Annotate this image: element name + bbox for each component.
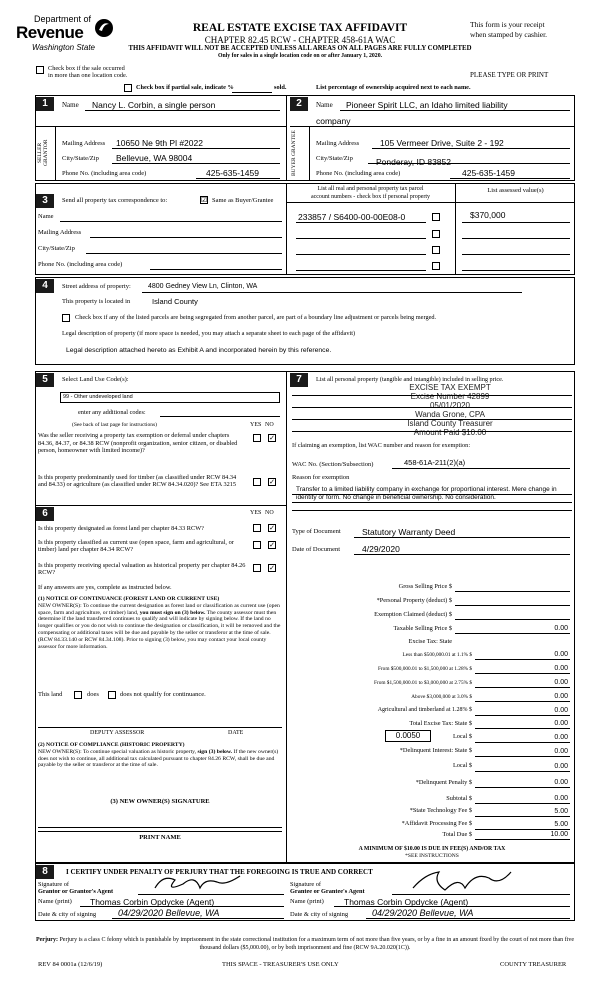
located-in-field[interactable]: Island County: [152, 297, 198, 306]
tech-fee-label: *State Technology Fee $: [409, 807, 472, 814]
grantor-sig-label: Signature of Grantor or Grantor's Agent: [38, 881, 114, 895]
s5-q2-no-checkbox[interactable]: ✓: [269, 478, 275, 486]
total-due-label: Total Due $: [442, 831, 472, 838]
doc-date-label: Date of Document: [292, 546, 341, 553]
form-revision: REV 84 0001a (12/6/19): [38, 961, 103, 968]
if-yes-note: If any answers are yes, complete as instructed below.: [38, 584, 172, 591]
does-label: does: [87, 691, 99, 698]
seller-mailing-label: Mailing Address: [62, 140, 106, 147]
parcel-header: List all real and personal property tax parcel account numbers - check box if personal property: [310, 186, 431, 200]
grantee-name-label: Name (print): [290, 898, 324, 905]
personal-property-label: List all personal property (tangible and intangible) included in selling price.: [316, 376, 504, 383]
s5-q1-no-checkbox[interactable]: ✓: [269, 434, 275, 442]
exemption-claimed-label: Exemption Claimed (deduct) $: [374, 611, 452, 618]
seller-name-field[interactable]: Nancy L. Corbin, a single person: [92, 100, 216, 110]
mail-city-label: City/State/Zip: [38, 245, 75, 252]
seller-name-label: Name: [62, 101, 79, 109]
reason-label: Reason for exemption: [292, 474, 350, 481]
s6-q2-no-checkbox[interactable]: ✓: [269, 541, 275, 549]
perjury-notice: Perjury: Perjury is a class C felony which is punishable by imprisonment in the state correctional institution for a maximum term of not more than five years, or by a fine in an amount fixed by the court of not more than five thousand dollars ($5,000.00), or by both imprisonment and fine (RCW 9A.20.020(1C)).: [35, 937, 575, 951]
new-owner-signature-line[interactable]: [38, 827, 282, 828]
section-4-number: 4: [36, 279, 54, 293]
tier1-label: Less than $500,000.01 at 1.1% $: [402, 652, 472, 658]
partial-sale-line[interactable]: [232, 92, 272, 93]
mail-address-field[interactable]: [90, 237, 282, 238]
s5-question-1: Was the seller receiving a property tax exemption or deferral under chapters 84.36, 84.37, or 84.38 RCW (nonprofit organization, senior citizen, or disabled person, homeowner with limited income)?: [38, 432, 238, 454]
doc-type-field[interactable]: Statutory Warranty Deed: [362, 527, 456, 537]
this-land-label: This land: [38, 691, 63, 698]
section-5-number: 5: [36, 373, 54, 387]
seller-city-field[interactable]: Bellevue, WA 98004: [116, 153, 193, 163]
s6-q3-yes-checkbox[interactable]: [253, 564, 261, 572]
parcel-4-personal-checkbox[interactable]: [432, 262, 440, 270]
buyer-mailing-label: Mailing Address: [316, 140, 360, 147]
section-3-number: 3: [36, 194, 54, 208]
partial-sale-checkbox[interactable]: [124, 84, 132, 92]
local-value[interactable]: 0.00: [554, 734, 568, 741]
s6-question-3: Is this property receiving special valuation as historical property per chapter 84.26 RCW?: [38, 562, 246, 576]
affidavit-fee-label: *Affidavit Processing Fee $: [401, 820, 472, 827]
doc-type-label: Type of Document: [292, 528, 341, 535]
affidavit-fee-value[interactable]: 5.00: [554, 821, 568, 828]
s5-yes-header: YES: [250, 422, 262, 428]
personal-prop-label: *Personal Property (deduct) $: [376, 597, 452, 604]
located-in-label: This property is located in: [62, 298, 131, 305]
s6-q1-yes-checkbox[interactable]: [253, 524, 261, 532]
deputy-assessor-label: DEPUTY ASSESSOR: [90, 730, 145, 736]
legal-description-field[interactable]: Legal description attached hereto as Exhibit A and incorporated herein by this reference.: [66, 347, 332, 354]
multi-location-checkbox[interactable]: [36, 66, 44, 74]
does-not-label: does not qualify for continuance.: [120, 691, 206, 698]
delinq-penalty-value[interactable]: 0.00: [554, 779, 568, 786]
reason-field[interactable]: Transfer to a limited liability company in exchange for proportional interest. Mere change in identity or form. No change in beneficial ownership. No consideration.: [296, 486, 557, 501]
local-rate-value: 0.0050: [395, 731, 421, 740]
s6-q3-no-checkbox[interactable]: ✓: [269, 564, 275, 572]
same-as-buyer-label: Same as Buyer/Grantee: [212, 197, 274, 204]
total-state-value[interactable]: 0.00: [554, 720, 568, 727]
s6-q1-no-checkbox[interactable]: ✓: [269, 524, 275, 532]
wac-field[interactable]: 458-61A-211(2)(a): [404, 458, 466, 467]
s6-q2-yes-checkbox[interactable]: [253, 541, 261, 549]
mail-phone-field[interactable]: [150, 269, 282, 270]
buyer-city-label: City/State/Zip: [316, 155, 353, 162]
total-state-label: Total Excise Tax: State $: [409, 720, 472, 727]
additional-codes-label: enter any additional codes:: [78, 409, 146, 416]
mail-city-field[interactable]: [86, 253, 282, 254]
dept-line2: Revenue: [16, 23, 84, 42]
delinq-penalty-label: *Delinquent Penalty $: [415, 779, 472, 786]
buyer-city-field[interactable]: Ponderay, ID 83852: [376, 157, 451, 167]
single-location-note: Only for sales in a single location code on or after January 1, 2020.: [217, 53, 383, 59]
notice-continuance: (1) NOTICE OF CONTINUANCE (FOREST LAND OR CURRENT USE) NEW OWNER(S): To continue the current designation as forest land or classification as current use (open space, farm and agriculture, or timber) land, you must sign on (3) below. The county assessor must then determine if the land transferred continues to qualify and will indicate by signing below. If the land no longer qualifies or you do not wish to continue the designation or classification, it will be removed and the compensating or additional taxes will be due and payable by the seller or transferor at the time of sale. (RCW 84.33.140 or RCW 84.34.108). Prior to signing (3) below, you may contact your local county assessor for more information.: [38, 596, 281, 650]
taxable-value[interactable]: 0.00: [554, 625, 568, 632]
mail-name-field[interactable]: [60, 221, 282, 222]
seller-city-label: City/State/Zip: [62, 155, 99, 162]
additional-codes-field[interactable]: [160, 416, 280, 417]
county-treasurer-label: COUNTY TREASURER: [500, 961, 567, 968]
street-address-field[interactable]: 4800 Gedney View Ln, Clinton, WA: [148, 283, 258, 290]
seller-mailing-field[interactable]: 10650 Ne 9th Pl #2022: [116, 138, 203, 148]
excise-state-label: Excise Tax: State: [408, 638, 452, 645]
seller-phone-label: Phone No. (including area code): [62, 170, 147, 177]
revenue-swirl-icon: [94, 18, 114, 38]
delinq-state-value[interactable]: 0.00: [554, 748, 568, 755]
seller-grantor-side-label: SELLER GRANTOR: [37, 139, 49, 167]
s6-yes-header: YES: [250, 510, 262, 516]
s5-question-2: Is this property predominantly used for timber (as classified under RCW 84.34 and 84.33) or agriculture (as classified under RCW 84.34.020)? See ETA 3215: [38, 474, 237, 488]
tier4-value[interactable]: 0.00: [554, 693, 568, 700]
tier1-value[interactable]: 0.00: [554, 651, 568, 658]
grantor-name-field[interactable]: Thomas Corbin Opdycke (Agent): [90, 897, 215, 907]
s6-question-2: Is this property classified as current use (open space, farm and agricultural, or timber) land per chapter 84.34 RCW?: [38, 539, 234, 553]
taxable-label: Taxable Selling Price $: [393, 625, 452, 632]
buyer-name-label: Name: [316, 101, 333, 109]
parcel-2-personal-checkbox[interactable]: [432, 230, 440, 238]
wac-label: WAC No. (Section/Subsection): [292, 461, 374, 468]
local-label: Local $: [452, 733, 472, 740]
sold-label: sold.: [274, 84, 287, 91]
grantor-date-city-field[interactable]: 04/29/2020 Bellevue, WA: [118, 908, 220, 918]
deputy-signature-line[interactable]: [38, 727, 282, 728]
percentage-note: List percentage of ownership acquired next to each name.: [316, 84, 471, 91]
subtotal-value[interactable]: 0.00: [554, 795, 568, 802]
subtotal-label: Subtotal $: [446, 795, 472, 802]
assessed-header: List assessed value(s): [487, 187, 544, 194]
segregated-label: Check box if any of the listed parcels are being segregated from another parcel, are part of a boundary line adjustment or parcels being merged.: [75, 314, 437, 321]
s5-q1-yes-checkbox[interactable]: [253, 434, 261, 442]
print-name-label: PRINT NAME: [139, 834, 181, 841]
assessed-value-field[interactable]: $370,000: [470, 210, 506, 220]
tier4-label: Above $3,000,000 at 3.0% $: [411, 694, 472, 700]
dept-line1: Department of: [34, 14, 92, 24]
buyer-grantee-side-label: BUYER GRANTEE: [291, 130, 297, 176]
buyer-phone-field[interactable]: 425-635-1459: [462, 168, 515, 178]
tier3-value[interactable]: 0.00: [554, 679, 568, 686]
grantee-date-city-field[interactable]: 04/29/2020 Bellevue, WA: [372, 908, 474, 918]
grantor-name-label: Name (print): [38, 898, 72, 905]
land-does-checkbox[interactable]: [74, 691, 82, 699]
legal-description-label: Legal description of property (if more space is needed, you may attach a separate sheet to each page of the affidavit): [62, 330, 356, 337]
tech-fee-value[interactable]: 5.00: [554, 808, 568, 815]
gross-selling-label: Gross Selling Price $: [398, 583, 452, 590]
land-does-not-checkbox[interactable]: [108, 691, 116, 699]
print-name-line[interactable]: [38, 831, 282, 832]
grantee-name-field[interactable]: Thomas Corbin Opdycke (Agent): [344, 897, 469, 907]
dept-line3: Washington State: [32, 43, 96, 52]
deputy-date-label: DATE: [228, 730, 244, 736]
grantor-signature[interactable]: [145, 870, 245, 896]
tier2-label: From $500,000.01 to $1,500,000 at 1.28% $: [377, 666, 472, 672]
parcel-3-personal-checkbox[interactable]: [432, 246, 440, 254]
mail-name-label: Name: [38, 213, 54, 220]
certify-statement: I CERTIFY UNDER PENALTY OF PERJURY THAT THE FOREGOING IS TRUE AND CORRECT: [66, 868, 373, 876]
buyer-phone-label: Phone No. (including area code): [316, 170, 401, 177]
tier2-value[interactable]: 0.00: [554, 665, 568, 672]
receipt-note: This form is your receipt when stamped by cashier.: [470, 20, 548, 39]
s5-q2-yes-checkbox[interactable]: [253, 478, 261, 486]
tier3-label: From $1,500,000.01 to $3,000,000 at 2.75% $: [374, 680, 472, 686]
doc-date-field[interactable]: 4/29/2020: [362, 544, 400, 554]
total-due-value[interactable]: 10.00: [550, 831, 568, 838]
s6-question-1: Is this property designated as forest land per chapter 84.33 RCW?: [38, 525, 204, 532]
section-2-number: 2: [290, 97, 308, 111]
buyer-name-field-2[interactable]: company: [316, 116, 351, 126]
revenue-logo: [12, 12, 122, 60]
agri-value[interactable]: 0.00: [554, 707, 568, 714]
buyer-name-field[interactable]: Pioneer Spirit LLC, an Idaho limited liability: [346, 100, 508, 110]
excise-exempt-stamp: EXCISE TAX EXEMPT Excise Number 42899 05/01/2020 Wanda Grone, CPA Island County Treasurer Amount Paid $10.00: [407, 383, 493, 437]
grantor-date-label: Date & city of signing: [38, 911, 97, 918]
mail-phone-label: Phone No. (including area code): [38, 261, 123, 268]
section-8-number: 8: [36, 865, 54, 879]
form-title: REAL ESTATE EXCISE TAX AFFIDAVIT: [192, 22, 408, 34]
buyer-mailing-field[interactable]: 105 Vermeer Drive, Suite 2 - 192: [380, 138, 504, 148]
partial-sale-label: Check box if partial sale, indicate %: [136, 84, 234, 91]
please-type: PLEASE TYPE OR PRINT: [470, 71, 549, 79]
treasurer-use-label: THIS SPACE - TREASURER'S USE ONLY: [222, 961, 339, 968]
see-instructions-note: *SEE INSTRUCTIONS: [405, 853, 459, 859]
land-use-label: Select Land Use Code(s):: [62, 376, 129, 383]
street-address-label: Street address of property:: [62, 283, 131, 290]
send-correspondence-label: Send all property tax correspondence to:: [62, 197, 168, 204]
seller-phone-field[interactable]: 425-635-1459: [206, 168, 259, 178]
land-use-value: 99 - Other undeveloped land: [63, 394, 133, 400]
parcel-number-field[interactable]: 233857 / S6400-00-00E08-0: [298, 212, 406, 222]
agri-label: Agricultural and timberland at 1.28% $: [377, 707, 472, 713]
section-1-number: 1: [36, 97, 54, 111]
new-owner-signature-label: (3) NEW OWNER(S) SIGNATURE: [110, 798, 210, 805]
s6-no-header: NO: [265, 510, 274, 516]
personal-prop-field[interactable]: [455, 605, 570, 606]
s5-no-header: NO: [265, 422, 274, 428]
section-6-number: 6: [36, 507, 54, 521]
grantee-sig-label: Signature of Grantee or Grantee's Agent: [290, 881, 365, 895]
multi-location-label: Check box if the sale occurred in more than one location code.: [48, 65, 128, 79]
form-subtitle: CHAPTER 82.45 RCW - CHAPTER 458-61A WAC: [204, 35, 396, 45]
parcel-1-personal-checkbox[interactable]: [432, 213, 440, 221]
exemption-claim-label: If claiming an exemption, list WAC number and reason for exemption:: [292, 442, 471, 449]
exemption-claimed-field[interactable]: [455, 619, 570, 620]
delinq-local-label: Local $: [452, 762, 472, 769]
see-back-note: (See back of last page for instructions): [72, 422, 157, 428]
warning-banner: THIS AFFIDAVIT WILL NOT BE ACCEPTED UNLESS ALL AREAS ON ALL PAGES ARE FULLY COMPLETED: [128, 45, 472, 52]
same-as-buyer-checkbox[interactable]: ☑: [201, 196, 208, 204]
delinq-local-value[interactable]: 0.00: [554, 763, 568, 770]
grantee-signature[interactable]: [405, 868, 515, 896]
gross-selling-field[interactable]: [455, 591, 570, 592]
minimum-due-note: A MINIMUM OF $10.00 IS DUE IN FEE(S) AND/OR TAX: [358, 846, 506, 852]
grantee-date-label: Date & city of signing: [290, 911, 349, 918]
section-7-number: 7: [290, 373, 308, 387]
delinq-state-label: *Delinquent Interest: State $: [399, 747, 472, 754]
segregated-checkbox[interactable]: [62, 314, 70, 322]
mail-address-label: Mailing Address: [38, 229, 82, 236]
notice-compliance: (2) NOTICE OF COMPLIANCE (HISTORIC PROPERTY) NEW OWNER(S): To continue special valuation as historic property, sign (3) below. If the new owner(s) does not wish to continue, all additional tax calculated pursuant to chapter 84.26 RCW, shall be due and payable by the seller or transferor at the time of sale.: [38, 742, 279, 769]
